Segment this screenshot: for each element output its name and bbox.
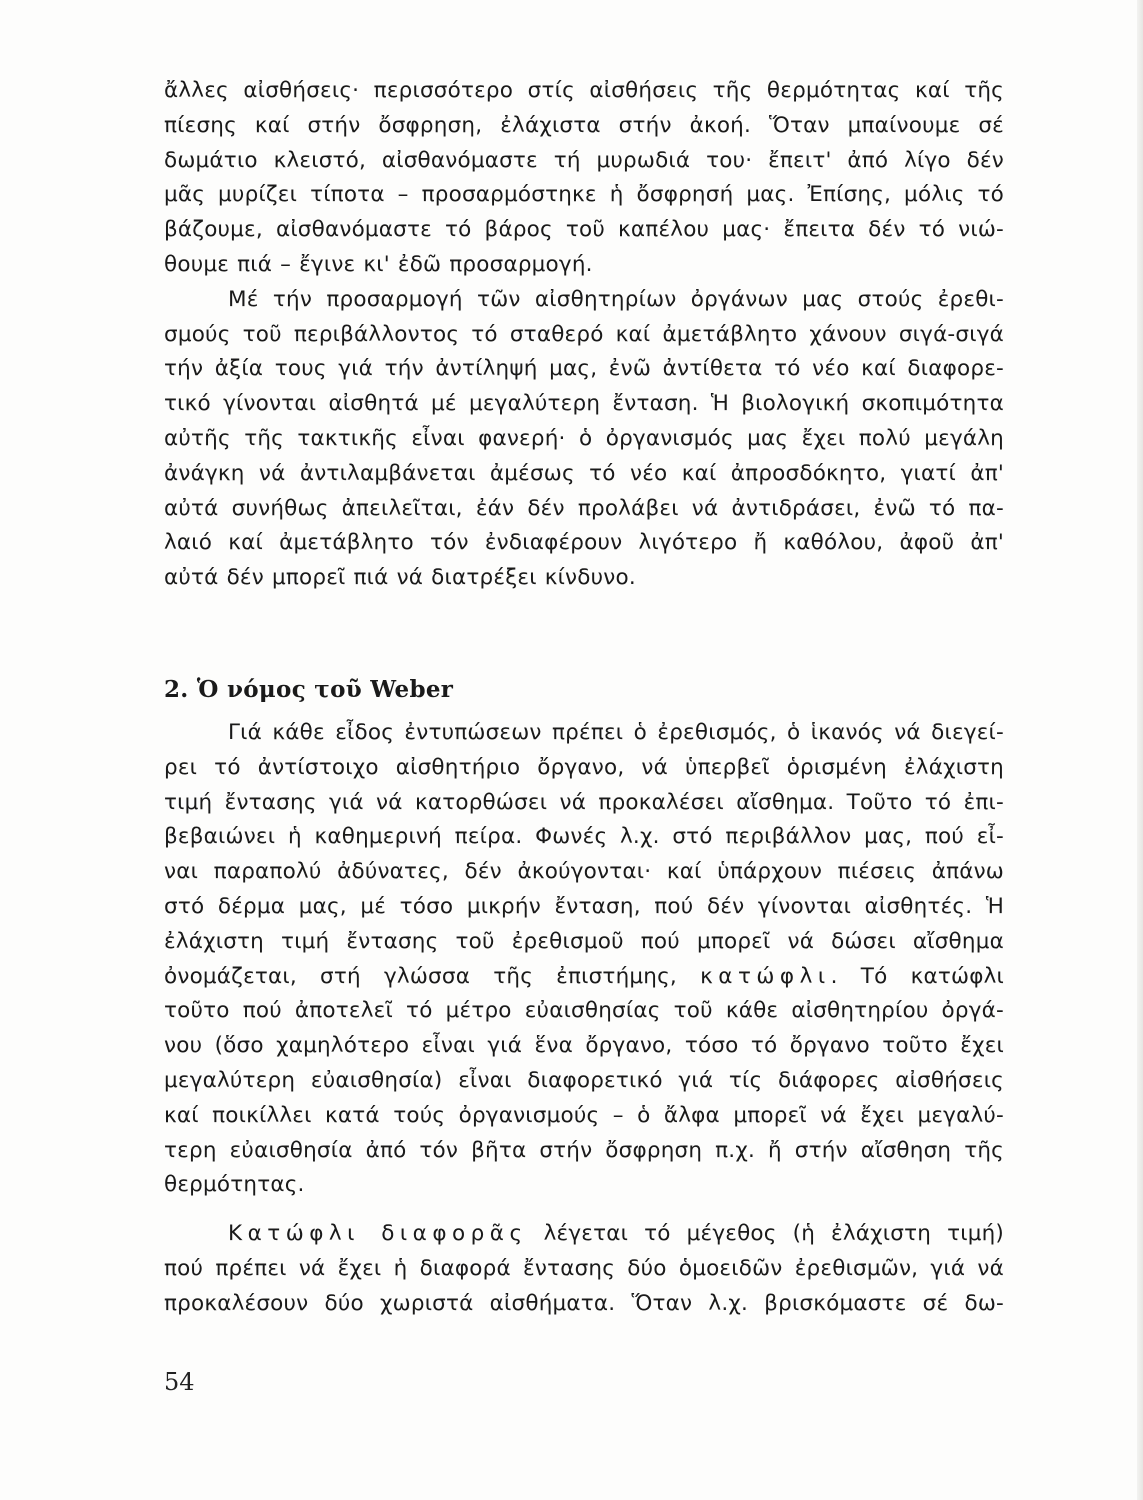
text-line: σμούς τοῦ περιβάλλοντος τό σταθερό καί ἀμετάβλητο χάνουν σιγά-σιγά <box>164 321 1004 347</box>
text-line: ἐλάχιστη τιμή ἔντασης τοῦ ἐρεθισμοῦ πού μπορεῖ νά δώσει αἴσθημα <box>164 928 1004 954</box>
spaced-term: κατώφλι <box>700 963 831 989</box>
text-line-mixed <box>164 1217 1004 1252</box>
section-heading: 2. Ὁ νόμος τοῦ Weber <box>164 676 454 703</box>
text-line: ναι παραπολύ ἀδύνατες, δέν ἀκούγονται· καί ὑπάρχουν πιέσεις ἀπάνω <box>164 859 1004 885</box>
text-fragment: ὀνομάζεται, στή γλώσσα τῆς ἐπιστήμης, <box>164 963 677 989</box>
text-line: Γιά κάθε εἶδος ἐντυπώσεων πρέπει ὁ ἐρεθισμός, ὁ ἱκανός νά διεγεί- <box>228 720 1004 745</box>
text-line: θερμότητας. <box>164 1172 305 1198</box>
text-fragment: . Τό κατώφλι <box>830 963 1004 989</box>
page-number: 54 <box>164 1368 195 1396</box>
text-line: ἀνάγκη νά ἀντιλαμβάνεται ἀμέσως τό νέο καί ἀπροσδόκητο, γιατί ἀπ' <box>164 460 1004 486</box>
text-line: αὐτά δέν μπορεῖ πιά νά διατρέξει κίνδυνο. <box>164 565 636 591</box>
text-line: θουμε πιά – ἔγινε κι' ἐδῶ προσαρμογή. <box>164 251 593 277</box>
text-line: τερη εὐαισθησία ἀπό τόν βῆτα στήν ὄσφρηση π.χ. ἤ στήν αἴσθηση τῆς <box>164 1137 1004 1163</box>
text-line: βάζουμε, αἰσθανόμαστε τό βάρος τοῦ καπέλου μας· ἔπειτα δέν τό νιώ- <box>164 217 1004 243</box>
text-line: πίεσης καί στήν ὄσφρηση, ἐλάχιστα στήν ἀκοή. Ὅταν μπαίνουμε σέ <box>164 112 1004 138</box>
text-line: νου (ὅσο χαμηλότερο εἶναι γιά ἕνα ὄργανο, τόσο τό ὄργανο τοῦτο ἔχει <box>164 1033 1004 1059</box>
text-line-mixed <box>164 960 1004 995</box>
text-line: αὐτῆς τῆς τακτικῆς εἶναι φανερή· ὁ ὀργανισμός μας ἔχει πολύ μεγάλη <box>164 425 1004 451</box>
text-line: προκαλέσουν δύο χωριστά αἰσθήματα. Ὅταν λ.χ. βρισκόμαστε σέ δω- <box>164 1290 1004 1316</box>
text-block-top <box>164 74 1004 596</box>
text-line: τήν ἀξία τους γιά τήν ἀντίληψή μας, ἐνῶ ἀντίθετα τό νέο καί διαφορε- <box>164 356 1004 382</box>
text-line: μᾶς μυρίζει τίποτα – προσαρμόστηκε ἡ ὄσφρησή μας. Ἐπίσης, μόλις τό <box>164 182 1004 208</box>
text-line: τοῦτο πού ἀποτελεῖ τό μέτρο εὐαισθησίας τοῦ κάθε αἰσθητηρίου ὀργά- <box>164 998 1004 1024</box>
text-line: ἄλλες αἰσθήσεις· περισσότερο στίς αἰσθήσεις τῆς θερμότητας καί τῆς <box>164 78 1004 103</box>
paragraph-2 <box>164 283 1004 596</box>
text-line: μεγαλύτερη εὐαισθησία) εἶναι διαφορετικό γιά τίς διάφορες αἰσθήσεις <box>164 1067 1004 1093</box>
page-edge <box>1137 0 1143 1500</box>
text-line: τιμή ἔντασης γιά νά κατορθώσει νά προκαλέσει αἴσθημα. Τοῦτο τό ἐπι- <box>164 789 1004 815</box>
text-line: δωμάτιο κλειστό, αἰσθανόμαστε τή μυρωδιά του· ἔπειτ' ἀπό λίγο δέν <box>164 147 1004 173</box>
text-line: βεβαιώνει ἡ καθημερινή πείρα. Φωνές λ.χ. στό περιβάλλον μας, πού εἶ- <box>164 824 1004 850</box>
text-line: στό δέρμα μας, μέ τόσο μικρήν ἔνταση, πού δέν γίνονται αἰσθητές. Ἡ <box>164 893 1004 919</box>
spaced-term: Κατώφλι διαφορᾶς <box>228 1221 528 1247</box>
paragraph-1 <box>164 74 1004 283</box>
text-line: λαιό καί ἀμετάβλητο τόν ἐνδιαφέρουν λιγότερο ἤ καθόλου, ἀφοῦ ἀπ' <box>164 530 1004 556</box>
text-block-bottom <box>164 716 1004 1322</box>
text-line: Μέ τήν προσαρμογή τῶν αἰσθητηρίων ὀργάνων μας στούς ἐρεθι- <box>228 286 1004 312</box>
text-fragment: λέγεται τό μέγεθος (ἡ ἐλάχιστη τιμή) <box>527 1221 1004 1247</box>
text-line: αὐτά συνήθως ἀπειλεῖται, ἐάν δέν προλάβει νά ἀντιδράσει, ἐνῶ τό πα- <box>164 495 1004 521</box>
paragraph-3 <box>164 716 1004 1203</box>
text-line: πού πρέπει νά ἔχει ἡ διαφορά ἔντασης δύο ὁμοειδῶν ἐρεθισμῶν, γιά νά <box>164 1255 1004 1281</box>
text-line: τικό γίνονται αἰσθητά μέ μεγαλύτερη ἔνταση. Ἡ βιολογική σκοπιμότητα <box>164 391 1004 417</box>
text-line: ρει τό ἀντίστοιχο αἰσθητήριο ὄργανο, νά ὑπερβεῖ ὁρισμένη ἐλάχιστη <box>164 754 1004 780</box>
paragraph-4 <box>164 1217 1004 1321</box>
text-line: καί ποικίλλει κατά τούς ὀργανισμούς – ὁ ἄλφα μπορεῖ νά ἔχει μεγαλύ- <box>164 1102 1004 1128</box>
